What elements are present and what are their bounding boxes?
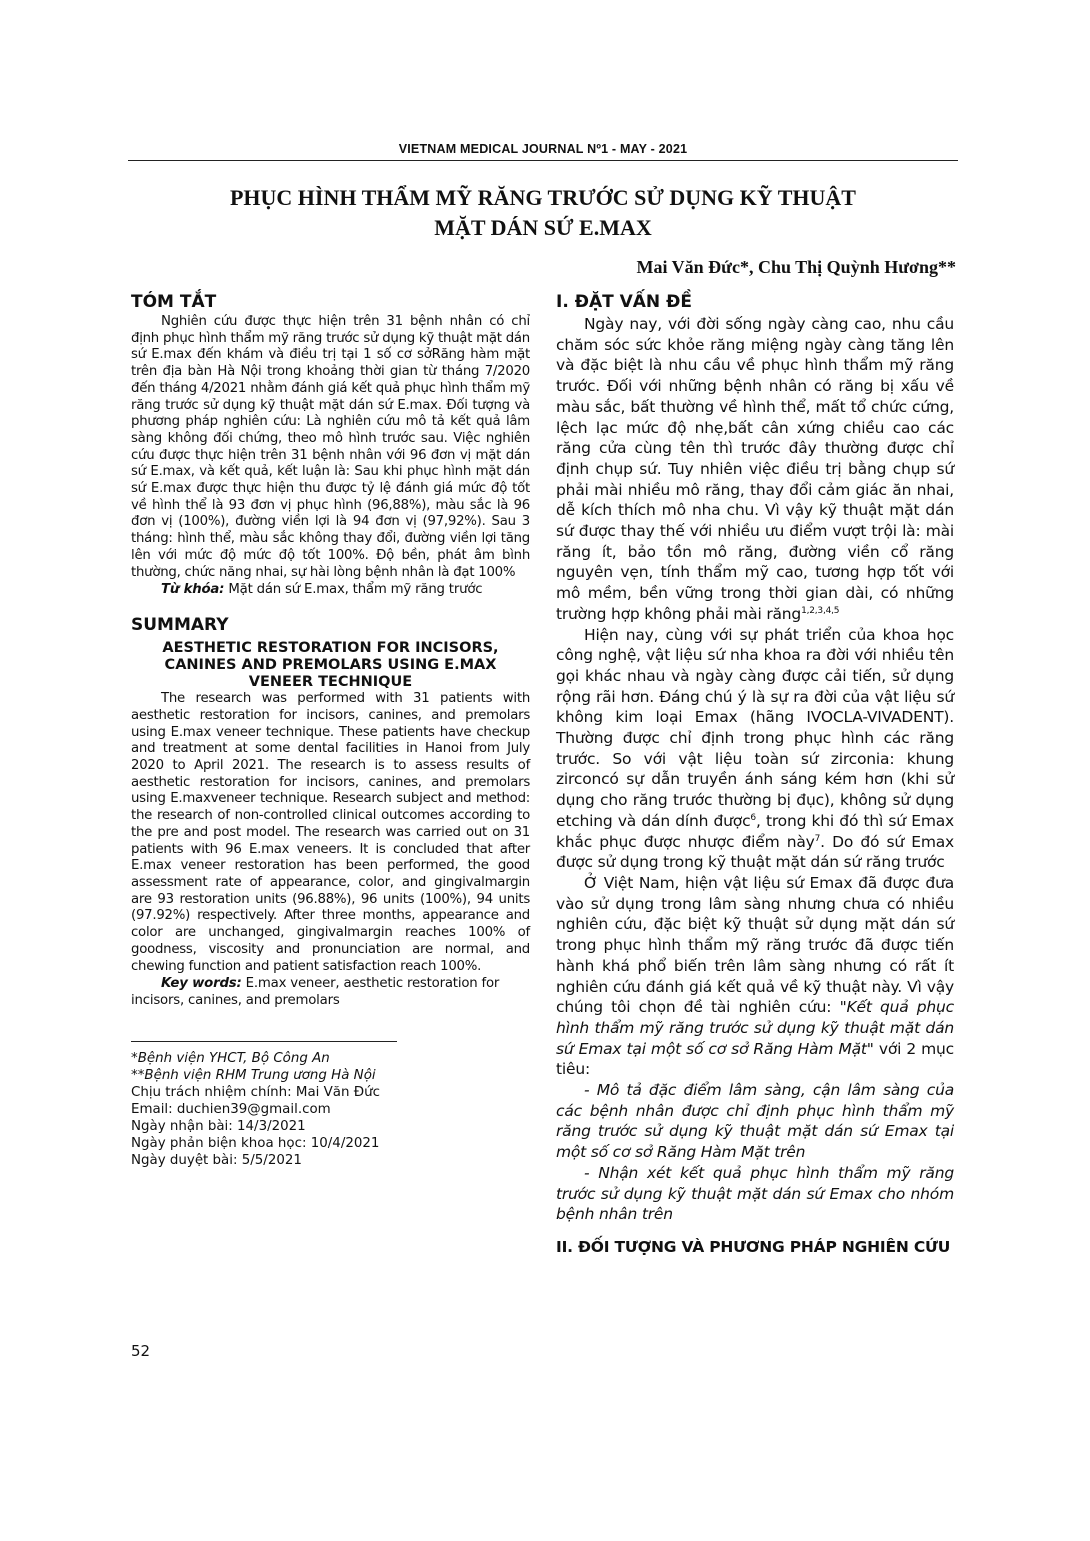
date-received: Ngày nhận bài: 14/3/2021: [131, 1119, 306, 1135]
page-number: 52: [131, 1342, 151, 1360]
p2-text-a: Hiện nay, cùng với sự phát triển của khoa học công nghệ, vật liệu sứ nha khoa ra đời với nhiều tên gọi khác nhau và ngày càng được cải tiến, sử dụng rộng rãi hơn. Đáng chú ý là sự ra đời của vật liệu sứ không kim loại Emax (hãng IVOCLA-VIVADENT). Thường được chỉ định trong phục hình các răng trước. So với vật liệu toàn sứ zirconia: khung zirconcó sự dẫn truyền ánh sáng kém hơn (khi sử dụng cho răng trước thường bị đục), không sử dụng etching và dán dính được: [556, 625, 954, 830]
abstract-vi-heading: TÓM TẮT: [131, 292, 217, 312]
keywords-text: Mặt dán sứ E.max, thẩm mỹ răng trước: [228, 582, 483, 598]
right-column: [556, 290, 954, 1259]
objective-1: - Mô tả đặc điểm lâm sàng, cận lâm sàng của các bệnh nhân được chỉ định phục hình thẩm mỹ răng trước sử dụng kỹ thuật mặt dán sứ Emax tại một số cơ sở Răng Hàm Mặt trên: [556, 1081, 954, 1162]
affiliation-2: **Bệnh viện RHM Trung ương Hà Nội: [131, 1068, 376, 1084]
p3-text-b: với 2 mục tiêu:: [556, 1039, 954, 1079]
contact-email: Email: duchien39@gmail.com: [131, 1102, 331, 1118]
title-line-1: PHỤC HÌNH THẨM MỸ RĂNG TRƯỚC SỬ DỤNG KỸ THUẬT: [229, 185, 856, 210]
section2-heading: II. ĐỐI TƯỢNG VÀ PHƯƠNG PHÁP NGHIÊN CỨU: [556, 1237, 951, 1256]
section1-paragraph-1: [556, 314, 954, 625]
left-column: [131, 290, 530, 1169]
abstract-vi-body: Nghiên cứu được thực hiện trên 31 bệnh nhân có chỉ định phục hình thẩm mỹ răng trước sử dụng kỹ thuật mặt dán sứ E.max đến khám và điều trị tại 1 số cơ sởRăng hàm mặt trên địa bàn Hà Nội trong khoảng thời gian từ tháng 7/2020 đến tháng 4/2021 nhằm đánh giá kết quả phục hình thẩm mỹ răng trước sử dụng kỹ thuật mặt dán sứ E.max. Đối tượng và phương pháp nghiên cứu: Là nghiên cứu mô tả kết quả lâm sàng không đối chứng, theo mô hình trước sau. Việc nghiên cứu được thực hiện trên 31 bệnh nhân với 96 đơn vị mặt dán sứ E.max, và kết quả, kết luận là: Sau khi phục hình mặt dán sứ E.max được thực hiện thu được tỷ lệ đánh giá mức độ tốt về hình thể là 93 đơn vị phục hình (96,88%), màu sắc là 96 đơn vị (100%), đường viền lợi là 94 đơn vị (97,92%). Sau 3 tháng: hình thể, màu sắc không thay đổi, đường viền lợi tăng lên với mức độ mức độ tốt 100%. Độ bền, phát âm bình thường, chức năng nhai, sự hài lòng bệnh nhân là đạt 100%: [131, 314, 530, 580]
p2-reference-2: 7: [814, 833, 821, 844]
responsible-author: Chịu trách nhiệm chính: Mai Văn Đức: [131, 1085, 380, 1101]
keywords-label: Từ khóa:: [161, 582, 225, 598]
header-rule: [128, 160, 958, 161]
objective-2: - Nhận xét kết quả phục hình thẩm mỹ răng trước sử dụng kỹ thuật mặt dán sứ Emax cho nhóm bệnh nhân trên: [556, 1163, 954, 1224]
article-title: [128, 183, 958, 243]
date-reviewed: Ngày phản biện khoa học: 10/4/2021: [131, 1136, 380, 1152]
p3-text-a: Ở Việt Nam, hiện vật liệu sứ Emax đã được đưa vào sử dụng trong lâm sàng nhưng chưa có nhiều nghiên cứu, đặc biệt kỹ thuật sử dụng mặt dán sứ trong phục hình thẩm mỹ răng trước đã được tiến hành khá phổ biến trên lâm sàng nhưng có rất ít nghiên cứu đánh giá kết quả về kỹ thuật này. Vì vậy chúng tôi chọn đề tài nghiên cứu:: [556, 873, 954, 1017]
p3-study-title: "Kết quả phục hình thẩm mỹ răng trước sử dụng kỹ thuật mặt dán sứ Emax tại một số cơ sở Răng Hàm Mặt": [556, 998, 954, 1058]
p2-reference-1: 6: [750, 812, 756, 823]
summary-title: AESTHETIC RESTORATION FOR INCISORS, CANINES AND PREMOLARS USING E.MAX VENEER TECHNIQUE: [162, 640, 499, 691]
key-words-text: E.max veneer, aesthetic restoration for incisors, canines, and premolars: [131, 976, 500, 1009]
p1-reference: 1,2,3,4,5: [801, 605, 840, 616]
footnote-rule: [131, 1041, 397, 1042]
p2-text-b: , trong khi đó thì sứ Emax khắc phục được nhược điểm này: [556, 811, 954, 851]
summary-heading: SUMMARY: [131, 615, 229, 636]
date-accepted: Ngày duyệt bài: 5/5/2021: [131, 1153, 302, 1169]
p2-text-c: . Do đó sứ Emax được sử dụng trong kỹ thuật mặt dán sứ răng trước: [556, 832, 954, 872]
title-line-2: MẶT DÁN SỨ E.MAX: [434, 215, 652, 240]
abstract-vi-keywords: [131, 581, 530, 599]
affiliation-1: *Bệnh viện YHCT, Bộ Công An: [131, 1051, 330, 1067]
journal-header: VIETNAM MEDICAL JOURNAL Nº1 - MAY - 2021: [398, 142, 688, 156]
summary-body: The research was performed with 31 patients with aesthetic restoration for incisors, canines, and premolars using E.max veneer technique. These patients have checkup and treatment at some dental facilities in Hanoi from July 2020 to April 2021. The research is to assess results of aesthetic restoration for incisors, canines, and premolars using E.maxveneer technique. Research subject and method: the research of non-controlled clinical outcomes according to the pre and post model. The research was carried out on 31 patients with 96 E.max veneers. It is concluded that after E.max veneer restoration has been performed, the good assessment rate of appearance, color, and gingivalmargin are 93 restoration units (96.88%), 96 units (100%), 94 units (97.92%) respectively. After three months, appearance and color are unchanged, gingivalmargin reaches 100% of goodness, viscosity and pronunciation are normal, and chewing function and patient satisfaction reach 100%.: [131, 691, 530, 974]
section1-heading: I. ĐẶT VẤN ĐỀ: [556, 292, 692, 312]
authors: Mai Văn Đức*, Chu Thị Quỳnh Hương**: [636, 257, 956, 277]
p1-text: Ngày nay, với đời sống ngày càng cao, nhu cầu chăm sóc sức khỏe răng miệng ngày càng tăng lên và đặc biệt là nhu cầu về phục hình thẩm mỹ răng trước. Đối với những bệnh nhân có răng bị xấu về màu sắc, bất thường về hình thể, mất tổ chức cứng, lệch lạc mức độ nhẹ,bất cân xứng chiều cao các răng cửa cùng tên thì trước đây thường được chỉ định chụp sứ. Tuy nhiên việc điều trị bằng chụp sứ phải mài nhiều mô răng, thay đổi cảm giác ăn nhai, dễ kích thích mô nha chu. Vì vậy kỹ thuật mặt dán sứ được thay thế với nhiều ưu điểm vượt trội là: mài răng ít, bảo tồn mô răng, đường viền cổ răng nguyên vẹn, tính thẩm mỹ cao, tương hợp tốt với mô mềm, bền vững trong thời gian dài, có những trường hợp không phải mài răng: [556, 315, 954, 623]
summary-keywords: [131, 975, 530, 1009]
key-words-label: Key words:: [161, 976, 242, 992]
section1-paragraph-3: [556, 873, 954, 1080]
section1-paragraph-2: [556, 625, 954, 873]
